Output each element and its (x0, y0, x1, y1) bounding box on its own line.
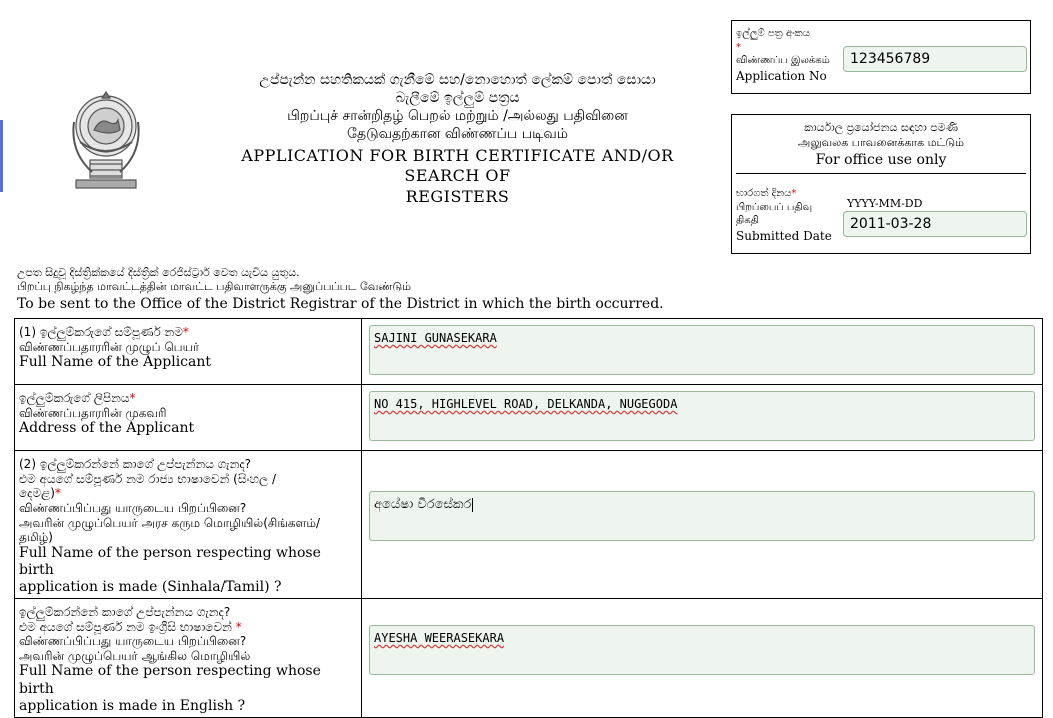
date-format-hint: YYYY-MM-DD (847, 197, 923, 210)
label-en-2: application is made (Sinhala/Tamil) ? (19, 578, 282, 595)
label-si-1: ඉල්ලුම්කරන්නේ කාගේ උප්පැන්නය ගැනද? (19, 604, 231, 619)
application-no-input[interactable]: 123456789 (843, 46, 1027, 72)
submitted-date-label (736, 187, 832, 244)
title-english-line-2: REGISTERS (405, 186, 510, 206)
title-tamil-line-2: தேடுவதற்கான விண்ணப்ப படிவம் (347, 125, 568, 142)
application-no-label-si: ඉල්ලුම් පත්‍ර අංකය (736, 28, 810, 39)
application-no-label-ta: விண்ணப்ப இலக்கம் (736, 55, 830, 66)
input-value: AYESHA WEERASEKARA (374, 630, 505, 645)
applicant-address-label (15, 385, 362, 451)
person-name-official-label (15, 451, 362, 599)
required-mark: * (791, 188, 797, 199)
person-name-english-label (15, 598, 362, 717)
applicant-address-input[interactable] (369, 391, 1035, 441)
application-form-table (14, 318, 1043, 718)
applicant-address-cell (362, 385, 1043, 451)
applicant-name-label (15, 319, 362, 385)
left-edge-marker (0, 120, 3, 192)
person-name-english-cell (362, 598, 1043, 717)
label-en-2: application is made in English ? (19, 697, 246, 714)
form-title (205, 72, 710, 207)
label-ta-3: தமிழ்) (19, 530, 53, 545)
label-en-1: Full Name of the person respecting whose birth (19, 663, 321, 697)
label-en-1: Full Name of the person respecting whose birth (19, 544, 321, 578)
office-use-box (731, 114, 1031, 254)
application-no-label (736, 27, 830, 84)
person-name-official-input[interactable] (369, 491, 1035, 541)
application-no-box (731, 20, 1031, 94)
sri-lanka-emblem-icon (66, 82, 146, 194)
instructions-en: To be sent to the Office of the District Registrar of the District in which the birth occurred. (17, 295, 664, 312)
required-mark: * (235, 619, 242, 634)
label-si-3: දෙමළ) (19, 486, 55, 501)
label-si: (1) ඉල්ලුම්කරුගේ සම්පූර්ණ නම (19, 325, 183, 339)
label-ta-1: விண்ணப்பிப்பது யாருடைய பிறப்பினை? (19, 634, 247, 649)
label-ta-2: அவரின் முழுப்பெயர் ஆங்கில மொழியில் (19, 648, 251, 663)
person-name-official-cell (362, 451, 1043, 599)
label-si-2: එම අයගේ සම්පූර්ණ නම ඉංග්‍රීසි භාෂාවෙන් (19, 619, 232, 634)
instructions-ta: பிறப்பு நிகழ்ந்த மாவட்டத்தின் மாவட்ட பதிவாளருக்கு அனுப்பப்பட வேண்டும் (17, 280, 412, 294)
table-row (15, 598, 1043, 717)
applicant-name-cell (362, 319, 1043, 385)
label-si-1: (2) ඉල්ලුම්කරන්නේ කාගේ උප්පැන්නය ගැනද? (19, 457, 252, 471)
application-no-label-en: Application No (736, 68, 827, 83)
office-use-heading-si: කාර්යාල ප්‍රයෝජනය සඳහා පමණි (804, 121, 958, 134)
table-row (15, 385, 1043, 451)
office-use-heading (732, 121, 1030, 170)
label-si: ඉල්ලුම්කරුගේ ලිපිනය (19, 391, 130, 405)
label-ta: விண்ணப்பதாரரின் முகவரி (19, 405, 167, 420)
required-mark: * (54, 486, 61, 501)
person-name-english-input[interactable] (369, 625, 1035, 675)
title-sinhala-line-1: උප්පැන්න සහතිකයක් ගැනීමේ සහ/නොහොත් ලේකම් පොත් සොයා (259, 72, 656, 88)
instructions (17, 266, 664, 313)
required-mark: * (736, 41, 741, 53)
label-si-2: එම අයගේ සම්පූර්ණ නම රාජ්‍ය භාෂාවෙන් (සිංහල / (19, 471, 276, 486)
label-en: Address of the Applicant (19, 420, 195, 437)
title-english-line-1: APPLICATION FOR BIRTH CERTIFICATE AND/OR SEARCH OF (241, 145, 674, 186)
instructions-si: උපත සිදුවූ දිස්ත්‍රික්කයේ දිස්ත්‍රික් රෙජිස්ට්‍රාර් වෙත යැවිය යුතුය. (17, 266, 300, 279)
required-mark: * (182, 325, 189, 339)
applicant-name-input[interactable] (369, 325, 1035, 375)
label-ta: விண்ணப்பதாரரின் முழுப் பெயர் (19, 339, 200, 354)
submitted-date-label-en: Submitted Date (736, 228, 832, 243)
office-use-heading-ta: அலுவலக பாவனைக்காக மட்டும் (798, 135, 964, 149)
table-row (15, 319, 1043, 385)
submitted-date-label-ta-1: பிறப்பைப் பதிவு (736, 201, 813, 213)
submitted-date-label-si: භාරගත් දිනය (736, 188, 792, 199)
label-ta-1: விண்ணப்பிப்பது யாருடைய பிறப்பினை? (19, 500, 247, 515)
title-sinhala-line-2: බැලීමේ ඉල්ලුම් පත්‍රය (395, 89, 520, 106)
text-caret (472, 498, 473, 512)
input-value: NO 415, HIGHLEVEL ROAD, DELKANDA, NUGEGODA (374, 397, 678, 411)
office-use-heading-en: For office use only (815, 151, 947, 168)
input-value: SAJINI GUNASEKARA (374, 331, 497, 345)
submitted-date-label-ta-2: திகதி (736, 215, 759, 226)
input-value: අයේෂා වීරසේකර (374, 497, 472, 512)
label-ta-2: அவரின் முழுப்பெயர் அரச கரும மொழியில்(சிங்களம்/ (19, 515, 321, 530)
table-row (15, 451, 1043, 599)
submitted-date-input[interactable]: 2011-03-28 (843, 211, 1027, 237)
title-tamil-line-1: பிறப்புச் சான்றிதழ் பெறல் மற்றும் /அல்லது பதிவினை (287, 107, 628, 124)
label-en: Full Name of the Applicant (19, 354, 212, 371)
divider (736, 173, 1026, 174)
required-mark: * (129, 391, 136, 405)
